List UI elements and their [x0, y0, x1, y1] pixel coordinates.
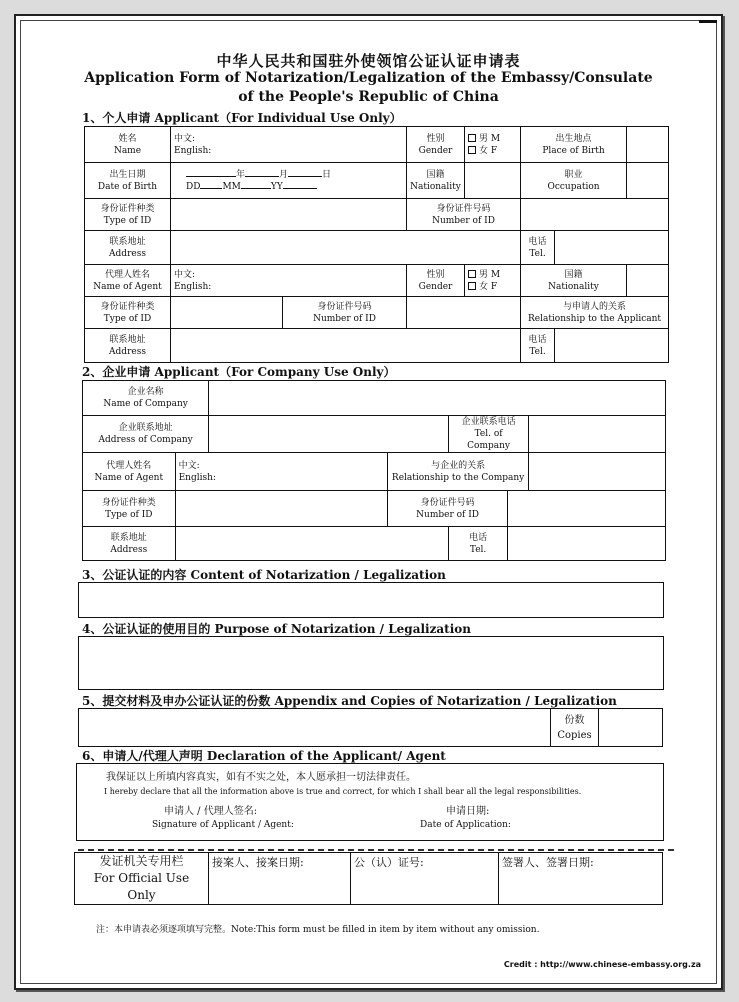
- address-label-cn: 联系地址: [109, 236, 146, 247]
- nationality-label-cn: 国籍: [426, 169, 445, 180]
- nationality-field[interactable]: [465, 163, 521, 199]
- agent-address-field[interactable]: [171, 329, 521, 363]
- agent-english-label: English:: [174, 281, 212, 292]
- idnum-label-cn: 身份证件号码: [436, 203, 491, 214]
- company-rel-label-en: Relationship to the Company: [391, 472, 525, 483]
- content-field[interactable]: [78, 582, 664, 618]
- agent-idtype-label-cn: 身份证件种类: [100, 301, 155, 312]
- company-tel-field[interactable]: [529, 416, 666, 453]
- official-col-number[interactable]: 公（认）证号:: [351, 853, 499, 905]
- company-agent-tel-label-en: Tel.: [469, 544, 487, 555]
- section1-heading: 1、个人申请 Applicant（For Individual Use Only）: [82, 111, 402, 125]
- agent-nationality-field[interactable]: [627, 265, 669, 297]
- row-agent-address: [85, 329, 669, 363]
- company-name-label-en: Name of Company: [103, 399, 188, 409]
- company-name-field[interactable]: [209, 381, 666, 416]
- agent-nat-label-cn: 国籍: [564, 269, 583, 280]
- copies-label-cn: 份数: [564, 714, 585, 726]
- agent-chinese-label: 中文:: [174, 269, 196, 280]
- section4-heading: 4、公证认证的使用目的 Purpose of Notarization / Legalization: [82, 622, 472, 636]
- agent-tel-label-cn: 电话: [528, 334, 547, 345]
- company-agent-address-label-en: Address: [110, 544, 148, 555]
- company-table: [82, 380, 666, 561]
- row-company-name: [83, 381, 666, 416]
- agent-label-en: Name of Agent: [93, 281, 162, 292]
- company-idnum-field[interactable]: [508, 491, 666, 527]
- declaration-en: I hereby declare that all the information above is true and correct, for which I shall bear all the legal responsibilities.: [104, 787, 582, 796]
- section3-heading: 3、公证认证的内容 Content of Notarization / Legalization: [82, 568, 446, 582]
- company-tel-label-cn: 企业联系电话: [461, 417, 516, 427]
- individual-table: [84, 126, 669, 363]
- date-field[interactable]: [510, 818, 630, 830]
- company-idtype-field[interactable]: [175, 491, 388, 527]
- pob-field[interactable]: [627, 127, 669, 163]
- company-agent-tel-field[interactable]: [508, 527, 666, 561]
- agent-idtype-field[interactable]: [171, 297, 283, 329]
- relationship-label-en: Relationship to the Applicant: [527, 313, 662, 324]
- company-agent-label-cn: 代理人姓名: [106, 460, 152, 471]
- agent-idnum-label-en: Number of ID: [313, 313, 376, 324]
- agent-tel-label-en: Tel.: [529, 346, 546, 357]
- company-address-label-cn: 企业联系地址: [118, 423, 173, 433]
- copies-field[interactable]: [599, 709, 663, 747]
- row-company-agent-address: [83, 527, 666, 561]
- row-name: [85, 127, 669, 163]
- row-address: [85, 231, 669, 265]
- gender-female-checkbox[interactable]: 女 F: [468, 145, 517, 157]
- agent-tel-field[interactable]: [555, 329, 669, 363]
- company-agent-address-field[interactable]: [175, 527, 449, 561]
- agent-male-checkbox[interactable]: 男 M: [468, 269, 517, 281]
- address-field[interactable]: [171, 231, 521, 265]
- company-agent-address-label-cn: 联系地址: [110, 532, 147, 543]
- official-table: [74, 852, 663, 905]
- corner-mark: [699, 20, 717, 23]
- section5-heading: 5、提交材料及申办公证认证的份数 Appendix and Copies of Notarization / Legalization: [82, 694, 617, 708]
- company-idtype-label-cn: 身份证件种类: [101, 497, 156, 508]
- idtype-field[interactable]: [171, 199, 407, 231]
- agent-address-label-cn: 联系地址: [109, 334, 146, 345]
- idtype-label-cn: 身份证件种类: [100, 203, 155, 214]
- company-idnum-label-en: Number of ID: [416, 509, 479, 520]
- tel-label-cn: 电话: [528, 236, 547, 247]
- dashed-divider: [78, 849, 674, 851]
- title-english-line2: of the People's Republic of China: [238, 89, 499, 105]
- signature-label-en: Signature of Applicant / Agent:: [152, 820, 294, 830]
- row-company-agent: [83, 453, 666, 491]
- row-company-agent-id: [83, 491, 666, 527]
- row-company-address: [83, 416, 666, 453]
- agent-gender-label-en: Gender: [418, 281, 453, 292]
- row-dob: [85, 163, 669, 199]
- occupation-label-en: Occupation: [547, 181, 600, 192]
- dob-field[interactable]: 年 月 日 DD MM YY: [171, 163, 407, 199]
- company-agent-field[interactable]: [175, 453, 388, 491]
- agent-nat-label-en: Nationality: [548, 281, 599, 292]
- nationality-label-en: Nationality: [410, 181, 461, 192]
- pob-label-cn: 出生地点: [555, 133, 592, 144]
- company-agent-chinese-label: 中文:: [178, 460, 200, 471]
- agent-address-label-en: Address: [109, 346, 146, 357]
- occupation-field[interactable]: [627, 163, 669, 199]
- gender-male-checkbox[interactable]: 男 M: [468, 133, 517, 145]
- idnum-label-en: Number of ID: [432, 215, 495, 226]
- official-col-receiver[interactable]: 接案人、接案日期:: [209, 853, 351, 905]
- name-label-cn: 姓名: [118, 133, 137, 144]
- copies-label-en: Copies: [557, 729, 592, 741]
- title-chinese: 中华人民共和国驻外使领馆公证认证申请表: [216, 52, 521, 70]
- row-agent-id: [85, 297, 669, 329]
- company-address-label-en: Address of Company: [98, 435, 193, 445]
- company-rel-field[interactable]: [529, 453, 666, 491]
- date-label-en: Date of Application:: [420, 820, 511, 830]
- company-agent-tel-label-cn: 电话: [469, 532, 488, 543]
- company-tel-label-en: Tel. of Company: [467, 429, 511, 451]
- signature-label-cn: 申请人 / 代理人签名:: [164, 806, 258, 817]
- company-agent-english-label: English:: [178, 472, 216, 483]
- title-english-line1: Application Form of Notarization/Legalization of the Embassy/Consulate: [84, 70, 653, 86]
- tel-field[interactable]: [555, 231, 669, 265]
- purpose-field[interactable]: [78, 636, 664, 690]
- footer-note: 注：本申请表必须逐项填写完整。Note:This form must be filled in item by item without any omission.: [96, 925, 540, 935]
- chinese-label: 中文:: [174, 133, 196, 144]
- signature-field[interactable]: [288, 818, 398, 830]
- address-label-en: Address: [109, 248, 146, 259]
- date-label-cn: 申请日期:: [446, 806, 490, 817]
- company-idnum-label-cn: 身份证件号码: [420, 497, 475, 508]
- relationship-label-cn: 与申请人的关系: [563, 301, 627, 312]
- dob-label-en: Date of Birth: [97, 181, 158, 192]
- dob-label-cn: 出生日期: [109, 169, 146, 180]
- agent-idnum-field[interactable]: [407, 297, 521, 329]
- name-label-en: Name: [113, 145, 142, 156]
- company-idtype-label-en: Type of ID: [105, 509, 153, 520]
- agent-idnum-label-cn: 身份证件号码: [317, 301, 372, 312]
- agent-gender-label-cn: 性别: [426, 269, 445, 280]
- company-address-field[interactable]: [209, 416, 449, 453]
- declaration-cn: 我保证以上所填内容真实，如有不实之处，本人愿承担一切法律责任。: [106, 772, 416, 783]
- company-name-label-cn: 企业名称: [127, 387, 164, 397]
- occupation-label-cn: 职业: [564, 169, 583, 180]
- appendix-field[interactable]: [79, 709, 551, 747]
- section2-heading: 2、企业申请 Applicant（For Company Use Only）: [82, 365, 396, 379]
- official-label-cn: 发证机关专用栏: [99, 854, 184, 868]
- pob-label-en: Place of Birth: [542, 145, 605, 156]
- gender-label-en: Gender: [418, 145, 453, 156]
- row-id: [85, 199, 669, 231]
- name-field[interactable]: [171, 127, 407, 163]
- idtype-label-en: Type of ID: [103, 215, 152, 226]
- section6-heading: 6、申请人/代理人声明 Declaration of the Applicant/ Agent: [82, 749, 446, 763]
- appendix-table: [78, 708, 663, 747]
- gender-label-cn: 性别: [426, 133, 445, 144]
- idnum-field[interactable]: [521, 199, 669, 231]
- agent-idtype-label-en: Type of ID: [103, 313, 152, 324]
- row-agent: [85, 265, 669, 297]
- agent-female-checkbox[interactable]: 女 F: [468, 281, 517, 293]
- form-sheet: [14, 14, 723, 990]
- credit-text: Credit : http://www.chinese-embassy.org.za: [503, 960, 701, 969]
- company-rel-label-cn: 与企业的关系: [431, 460, 486, 471]
- agent-name-field[interactable]: [171, 265, 407, 297]
- tel-label-en: Tel.: [529, 248, 546, 259]
- official-label-en: For Official Use Only: [93, 871, 190, 902]
- agent-label-cn: 代理人姓名: [104, 269, 150, 280]
- official-col-signer[interactable]: 签署人、签署日期:: [499, 853, 663, 905]
- english-label: English:: [174, 145, 212, 156]
- company-agent-label-en: Name of Agent: [94, 472, 164, 483]
